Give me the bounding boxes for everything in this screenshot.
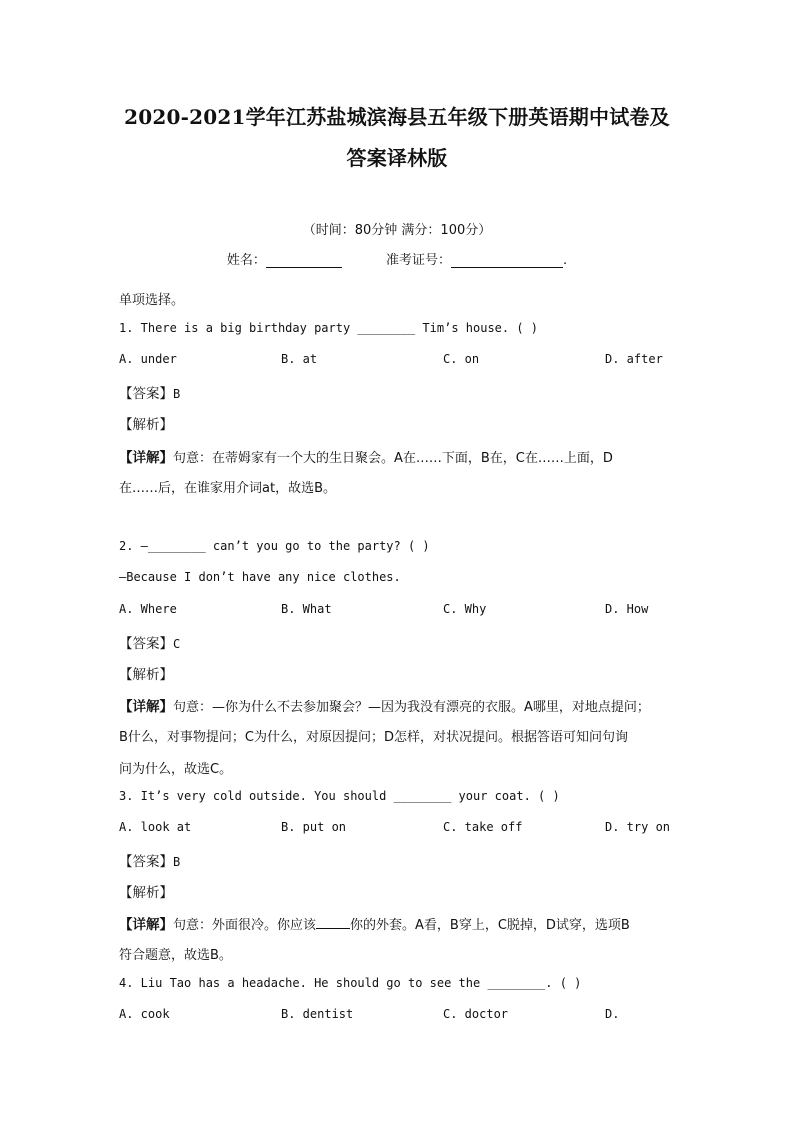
question-2-option-a: A. Where <box>119 602 177 616</box>
answer-label: 【答案】 <box>119 636 173 652</box>
question-2-option-c: C. Why <box>443 602 487 616</box>
answer-value: B <box>173 855 181 869</box>
question-2-detail-line-2: B什么，对事物提问；C为什么，对原因提问；D怎样，对状况提问。根据答语可知问句询 <box>119 730 629 745</box>
question-2-detail-line-3: 问为什么，故选C。 <box>119 762 233 777</box>
question-1-detail-line-2: 在……后，在谁家用介词at，故选B。 <box>119 481 336 496</box>
question-4-option-c: C. doctor <box>443 1007 509 1021</box>
question-4-option-d: D. <box>605 1007 620 1021</box>
question-3-detail-line-2: 符合题意，故选B。 <box>119 948 232 963</box>
question-4-option-a: A. cook <box>119 1007 170 1021</box>
question-1-detail-line-1 <box>119 446 613 466</box>
detail-label: 【详解】 <box>119 699 173 715</box>
answer-value: C <box>173 637 181 651</box>
name-label: 姓名： <box>226 253 266 268</box>
question-4-option-b: B. dentist <box>281 1007 354 1021</box>
id-label: 准考证号： <box>386 253 452 268</box>
question-2-option-b: B. What <box>281 602 332 616</box>
question-2-reply: —Because I don’t have any nice clothes. <box>119 570 401 584</box>
student-info-fields <box>0 249 794 268</box>
question-3-analysis-label: 【解析】 <box>119 885 173 901</box>
answer-value: B <box>173 387 181 401</box>
question-2-stem: 2. —________ can’t you go to the party? ( ) <box>119 539 430 553</box>
question-3-detail-line-1 <box>119 913 630 933</box>
detail-text: 句意：外面很冷。你应该 <box>173 918 317 933</box>
answer-label: 【答案】 <box>119 386 173 402</box>
question-3-option-c: C. take off <box>443 820 523 834</box>
question-3-answer <box>119 850 180 870</box>
fill-blank <box>316 916 350 929</box>
question-3-stem: 3. It’s very cold outside. You should ________ your coat. ( ) <box>119 789 560 803</box>
detail-text: 句意：—你为什么不去参加聚会？—因为我没有漂亮的衣服。A哪里，对地点提问； <box>173 700 650 715</box>
question-1-option-c: C. on <box>443 352 480 366</box>
answer-label: 【答案】 <box>119 854 173 870</box>
question-2-detail-line-1 <box>119 695 650 715</box>
exam-time-info: （时间：80分钟 满分：100分） <box>302 223 492 238</box>
question-3-option-a: A. look at <box>119 820 192 834</box>
detail-text: 句意：在蒂姆家有一个大的生日聚会。A在……下面，B在，C在……上面，D <box>173 451 613 466</box>
question-3-option-b: B. put on <box>281 820 347 834</box>
question-2-answer <box>119 632 180 652</box>
question-2-option-d: D. How <box>605 602 649 616</box>
page-title-line2: 答案译林版 <box>346 146 448 170</box>
detail-text-cont: 你的外套。A看，B穿上，C脱掉，D试穿，选项B <box>350 918 630 933</box>
detail-label: 【详解】 <box>119 450 173 466</box>
id-suffix: . <box>563 253 568 268</box>
question-3-option-d: D. try on <box>605 820 671 834</box>
question-1-stem: 1. There is a big birthday party ________ Tim’s house. ( ) <box>119 321 539 335</box>
question-1-option-b: B. at <box>281 352 318 366</box>
question-4-stem: 4. Liu Tao has a headache. He should go to see the ________. ( ) <box>119 976 582 990</box>
id-blank[interactable] <box>451 253 563 268</box>
question-2-analysis-label: 【解析】 <box>119 667 173 683</box>
page-title: 2020-2021学年江苏盐城滨海县五年级下册英语期中试卷及 <box>124 105 670 129</box>
section-heading: 单项选择。 <box>119 293 185 308</box>
question-1-option-a: A. under <box>119 352 177 366</box>
question-1-option-d: D. after <box>605 352 663 366</box>
question-1-answer <box>119 382 180 402</box>
question-1-analysis-label: 【解析】 <box>119 417 173 433</box>
name-blank[interactable] <box>266 253 342 268</box>
detail-label: 【详解】 <box>119 917 173 933</box>
